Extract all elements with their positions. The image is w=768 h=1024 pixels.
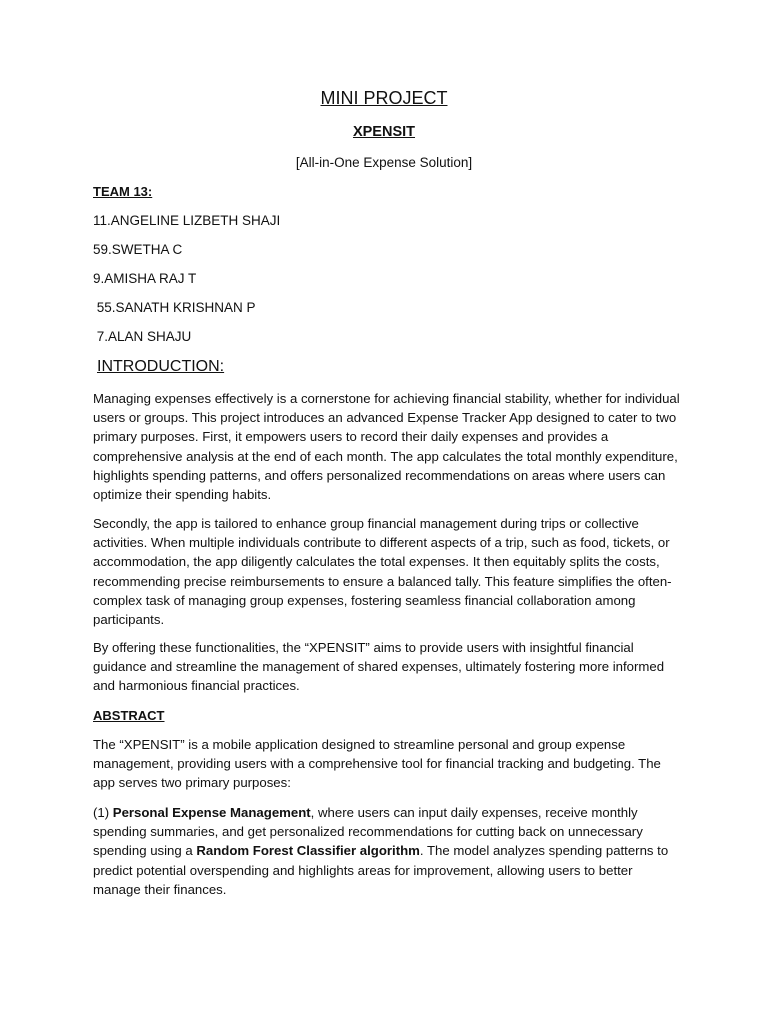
team-member: 55.SANATH KRISHNAN P [93, 300, 256, 315]
team-member: 11.ANGELINE LIZBETH SHAJI [93, 213, 281, 228]
project-tagline: [All-in-One Expense Solution] [295, 155, 473, 170]
team-heading: TEAM 13: [93, 184, 153, 199]
project-name: XPENSIT [352, 124, 416, 140]
point-text: , where users can input daily expenses, receive monthly spending summaries, and get personalized recommendations for cutting back on unnecessary spending using a [93, 805, 643, 859]
abstract-paragraph: The “XPENSIT” is a mobile application designed to streamline personal and group expense management, providing users with a comprehensive tool for financial tracking and budgeting. The app serves two primary purposes: [93, 737, 661, 791]
abstract-heading: ABSTRACT [93, 708, 165, 723]
page-title: MINI PROJECT [320, 88, 448, 108]
point-bold-term: Random Forest Classifier algorithm [196, 843, 420, 859]
team-member: 7.ALAN SHAJU [93, 329, 192, 344]
team-member: 9.AMISHA RAJ T [93, 271, 197, 286]
abstract-point-1 [93, 803, 683, 899]
team-member: 59.SWETHA C [93, 242, 183, 257]
point-bold-term: Personal Expense Management [112, 805, 311, 820]
intro-paragraph: Managing expenses effectively is a cornerstone for achieving financial stability, whether for individual users or groups. This project introduces an advanced Expense Tracker App designed to cater to two primary purposes. First, it empowers users to record their daily expenses and provides a comprehensive analysis at the end of each month. The app calculates the total monthly expenditure, highlights spending patterns, and offers personalized recommendations on areas where users can optimize their spending habits. [93, 391, 680, 503]
intro-paragraph: By offering these functionalities, the “XPENSIT” aims to provide users with insightful financial guidance and streamline the management of shared expenses, ultimately fostering more informed and harmonious financial practices. [93, 640, 665, 694]
point-text: . The model analyzes spending patterns to predict potential overspending and highlights areas for improvement, allowing users to better manage their finances. [93, 843, 669, 897]
point-prefix: (1) [93, 805, 113, 820]
introduction-heading: INTRODUCTION: [97, 358, 225, 375]
intro-paragraph: Secondly, the app is tailored to enhance group financial management during trips or collective activities. When multiple individuals contribute to different aspects of a trip, such as food, tickets, or accommodation, the app diligently calculates the total expenses. It then equitably splits the costs, recommending precise reimbursements to ensure a balanced tally. This feature simplifies the often-complex task of managing group expenses, fostering seamless financial collaboration among participants. [93, 516, 672, 628]
